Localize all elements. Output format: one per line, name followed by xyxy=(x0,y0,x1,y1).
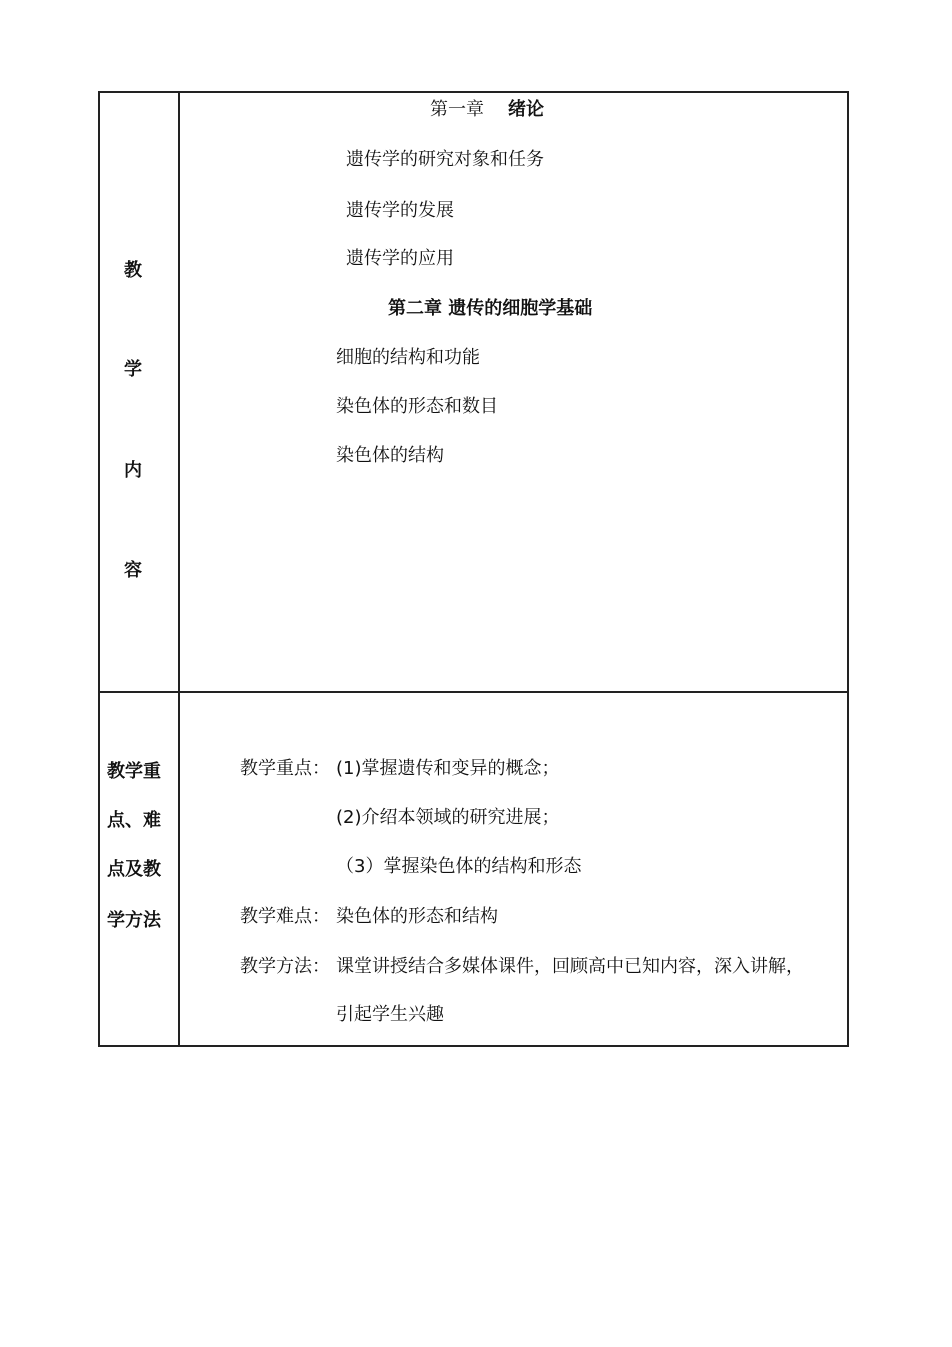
key-points-label: 教学重点： xyxy=(240,758,330,779)
chapter2-heading: 第二章 遗传的细胞学基础 xyxy=(388,298,593,319)
chapter2-item: 染色体的形态和数目 xyxy=(336,396,498,417)
key-point: （3）掌握染色体的结构和形态 xyxy=(336,856,582,877)
section1-label-char: 教 xyxy=(124,260,142,281)
chapter1-prefix: 第一章 xyxy=(430,99,484,120)
key-point: (1)掌握遗传和变异的概念； xyxy=(336,758,560,779)
difficulty-label: 教学难点： xyxy=(240,906,330,927)
key-point: (2)介绍本领域的研究进展； xyxy=(336,807,560,828)
lesson-plan-table xyxy=(98,91,849,1047)
method-text-continued: 引起学生兴趣 xyxy=(336,1004,444,1025)
method-label: 教学方法： xyxy=(240,956,330,977)
row-divider xyxy=(100,691,847,693)
chapter1-item: 遗传学的应用 xyxy=(346,248,454,269)
section1-label-char: 容 xyxy=(124,560,142,581)
section2-label-line: 点、难 xyxy=(107,810,161,831)
method-text: 课堂讲授结合多媒体课件，回顾高中已知内容，深入讲解， xyxy=(336,956,804,977)
section2-label-line: 学方法 xyxy=(107,910,161,931)
chapter1-item: 遗传学的发展 xyxy=(346,200,454,221)
section2-label-line: 教学重 xyxy=(107,761,161,782)
section1-label-char: 学 xyxy=(124,359,142,380)
difficulty-text: 染色体的形态和结构 xyxy=(336,906,498,927)
chapter1-item: 遗传学的研究对象和任务 xyxy=(346,149,544,170)
chapter2-item: 染色体的结构 xyxy=(336,445,444,466)
chapter1-title: 绪论 xyxy=(508,99,544,120)
chapter2-item: 细胞的结构和功能 xyxy=(336,347,480,368)
section1-label-char: 内 xyxy=(124,460,142,481)
column-divider xyxy=(178,93,180,1045)
chapter1-heading xyxy=(430,98,544,122)
section2-label-line: 点及教 xyxy=(107,859,161,880)
